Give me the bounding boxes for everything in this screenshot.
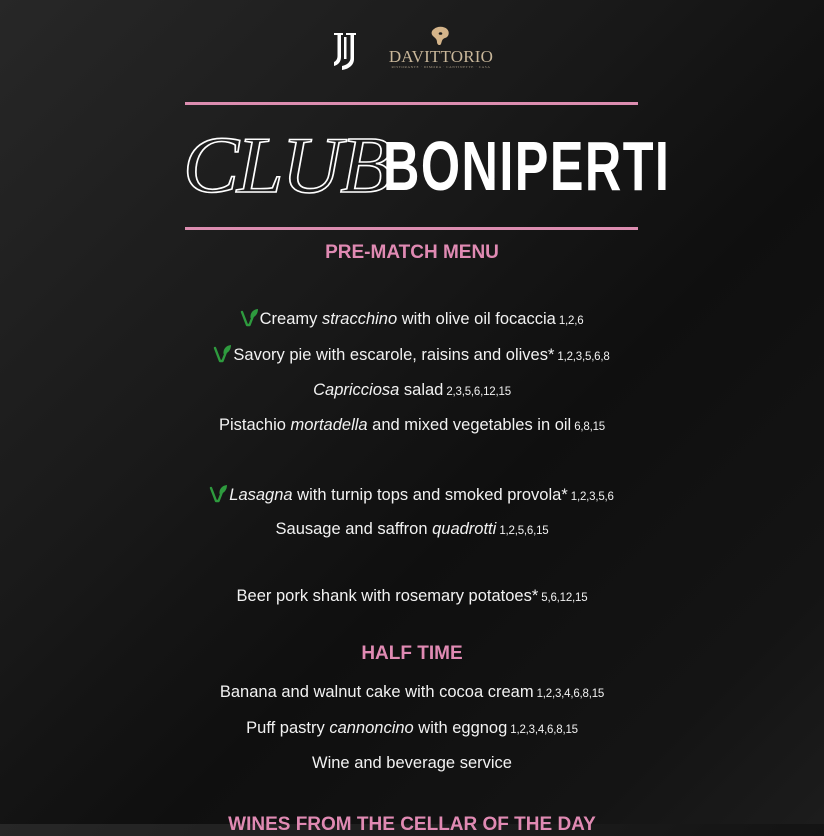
title-club: CLUB	[183, 122, 390, 210]
menu-item: Savory pie with escarole, raisins and olives* 1,2,3,5,6,8	[0, 344, 824, 367]
allergen-codes: 1,2,3,5,6,8	[557, 351, 610, 363]
title-divider-bottom	[185, 227, 638, 230]
section-heading-pre-match: PRE-MATCH MENU	[325, 242, 499, 263]
juventus-logo-icon	[332, 31, 358, 71]
allergen-codes: 2,3,5,6,12,15	[446, 386, 511, 398]
allergen-codes: 6,8,15	[574, 421, 605, 433]
allergen-codes: 1,2,6	[558, 315, 584, 327]
allergen-codes: 5,6,12,15	[541, 592, 588, 604]
allergen-codes: 1,2,5,6,15	[499, 525, 549, 537]
page-title	[183, 122, 671, 210]
vegetarian-leaf-icon	[241, 308, 259, 327]
menu-item: Sausage and saffron quadrotti 1,2,5,6,15	[275, 520, 549, 538]
allergen-codes: 1,2,3,4,6,8,15	[536, 688, 605, 700]
menu-item: Wine and beverage service	[312, 754, 512, 772]
davittorio-mark-icon	[428, 26, 452, 46]
menu-item: Puff pastry cannoncino with eggnog 1,2,3,4,6,8,15	[246, 719, 578, 737]
title-boniperti: BONIPERTI	[383, 127, 671, 205]
section-heading-half-time: HALF TIME	[361, 643, 463, 664]
menu-item: Beer pork shank with rosemary potatoes* 5,6,12,15	[236, 587, 588, 605]
menu-item: Pistachio mortadella and mixed vegetables in oil 6,8,15	[219, 416, 605, 434]
vegetarian-leaf-icon	[210, 484, 228, 503]
menu-item: Lasagna with turnip tops and smoked provola* 1,2,3,5,6	[0, 484, 824, 507]
davittorio-name: DAVITTORIO	[388, 47, 494, 66]
davittorio-subtitle: RISTORANTE · DIMORA · CANTINETTE · CASA	[391, 65, 491, 69]
allergen-codes: 1,2,3,5,6	[570, 491, 614, 503]
menu-item: Creamy stracchino with olive oil focaccia 1,2,6	[0, 308, 824, 331]
allergen-codes: 1,2,3,4,6,8,15	[510, 724, 578, 736]
davittorio-logo	[386, 26, 496, 76]
title-divider-top	[185, 102, 638, 105]
menu-item: Banana and walnut cake with cocoa cream 1,2,3,4,6,8,15	[219, 683, 605, 701]
vegetarian-leaf-icon	[214, 344, 232, 363]
section-heading-wines: WINES FROM THE CELLAR OF THE DAY	[228, 814, 596, 835]
logo-bar	[0, 26, 824, 76]
menu-item: Capricciosa salad 2,3,5,6,12,15	[313, 381, 511, 399]
